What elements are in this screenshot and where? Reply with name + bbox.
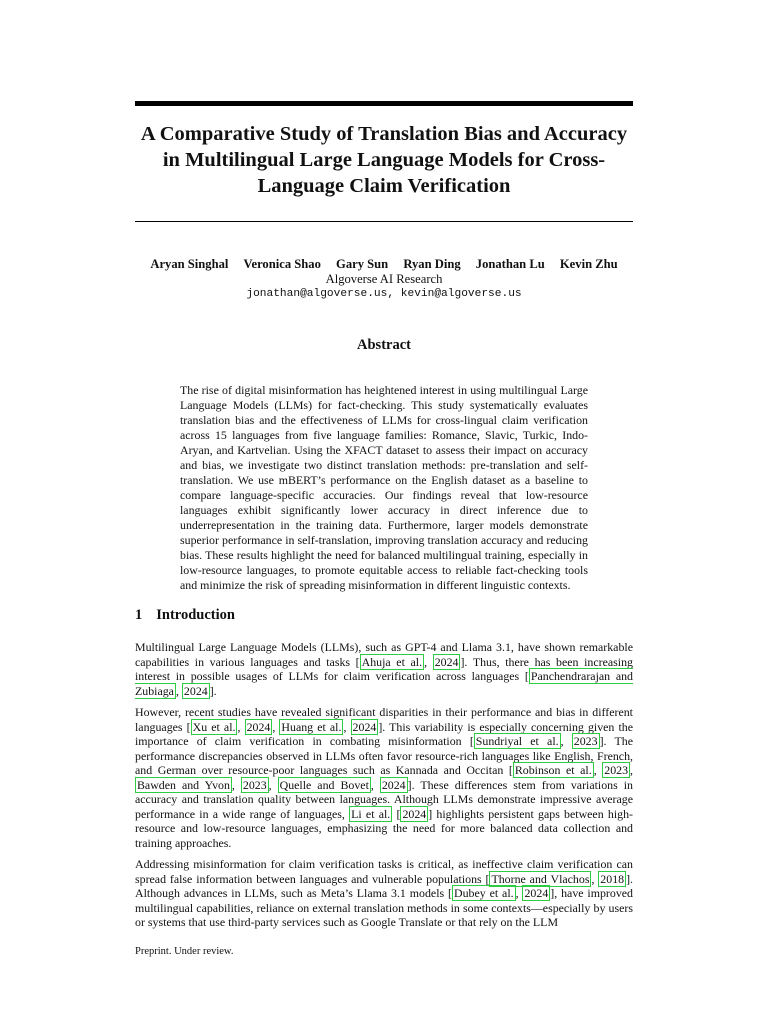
paragraph	[135, 857, 633, 930]
author: Jonathan Lu	[475, 257, 545, 271]
text-run: ]. These differences stem from variations in accuracy and translation quality between languages. Although LLMs demonstrate impressive average performance in a wide range of languages,	[135, 777, 633, 821]
text-run: ,	[370, 777, 380, 792]
citation-link[interactable]: 2024	[183, 683, 208, 698]
text-run: [	[392, 806, 401, 821]
preprint-footer: Preprint. Under review.	[135, 946, 234, 957]
citation-link[interactable]: Xu et al.	[192, 719, 236, 734]
text-run: ].	[209, 683, 217, 698]
text-run: ,	[593, 763, 603, 777]
citation-link[interactable]: 2023	[242, 777, 267, 792]
text-run: ,	[515, 886, 523, 900]
text-run: ,	[175, 683, 182, 698]
author: Gary Sun	[336, 257, 389, 271]
abstract-text: The rise of digital misinformation has heightened interest in using multilingual Large Language Models (LLMs) for fact-checking. This study systematically evaluates translation bias and the effectiveness of LLMs for cross-lingual claim verification across 15 languages from five language families: Romance, Slavic, Turkic, Indo-Aryan, and Kartvelian. Using the XFACT dataset to assess their impact on accuracy and bias, we investigate two distinct translation methods: pre-translation and self-translation. We use mBERT’s performance on the English dataset as a baseline to compare language-specific accuracies. Our findings reveal that low-resource languages exhibit significantly lower accuracy in direct inference due to underrepresentation in the training data. Furthermore, larger models demonstrate superior performance in self-translation, improving translation accuracy and reducing bias. These results highlight the need for balanced multilingual training, especially in low-resource languages, to promote equitable access to reliable fact-checking tools and minimize the risk of spreading misinformation in different linguistic contexts.	[180, 383, 588, 592]
citation-link[interactable]: Ahuja et al.	[361, 654, 423, 669]
text-run: ,	[268, 777, 278, 792]
text-run: ]. Although advances in LLMs, such as Meta’s Llama 3.1 models [	[135, 871, 634, 900]
text-run: ,	[343, 719, 351, 734]
author: Kevin Zhu	[559, 257, 618, 271]
affiliation: Algoverse AI Research	[325, 272, 443, 286]
section-number: 1	[135, 607, 143, 623]
text-run: ], have improved multilingual capabilities, reliance on external translation methods in some contexts—especially by users or systems that use third-party services such as Google Translate or that rely on the LLM	[135, 886, 633, 929]
citation-link[interactable]: Li et al.	[351, 806, 391, 821]
title-bottom-rule	[135, 221, 633, 222]
citation-link[interactable]: 2024	[524, 886, 549, 900]
citation-link[interactable]: 2024	[434, 654, 459, 669]
citation-link[interactable]: Quelle and Bovet	[279, 777, 369, 792]
citation-link[interactable]: Panchendrarajan and Zubiaga	[135, 669, 633, 698]
citation-link[interactable]: Sundriyal et al.	[475, 734, 559, 748]
text-run: ,	[424, 654, 433, 669]
citation-link[interactable]: Thorne and Vlachos	[491, 871, 590, 886]
text-run: ,	[560, 734, 572, 748]
citation-link[interactable]: Huang et al.	[281, 719, 342, 734]
title-top-rule	[135, 101, 633, 106]
citation-link[interactable]: Bawden and Yvon	[137, 777, 230, 792]
citation-link[interactable]: 2024	[352, 719, 377, 734]
body-text	[135, 640, 633, 937]
text-run: ]. Thus, there has been increasing interest in possible usages of LLMs for claim verification across languages [	[135, 654, 633, 683]
author: Aryan Singhal	[150, 257, 229, 271]
text-run: ]. The performance discrepancies observed in LLMs often favor resource-rich languages like English, French, and German over resource-poor languages such as Kannada and Occitan [	[135, 734, 633, 777]
citation-link[interactable]: Dubey et al.	[453, 886, 514, 900]
text-run: Multilingual Large Language Models (LLMs), such as GPT-4 and Llama 3.1, have shown remarkable capabilities in various languages and tasks [	[135, 640, 633, 669]
text-run: ]. This variability is especially concerning given the importance of claim verification in combating misinformation [	[135, 719, 633, 748]
text-run: Addressing misinformation for claim verification tasks is critical, as ineffective claim verification can spread false information between languages and vulnerable populations [	[135, 857, 633, 886]
section-heading	[135, 607, 235, 624]
author: Ryan Ding	[403, 257, 461, 271]
author-list	[135, 257, 633, 272]
text-run: However, recent studies have revealed significant disparities in their performance and bias in different languages [	[135, 705, 633, 734]
citation-link[interactable]: 2023	[573, 734, 598, 748]
citation-link[interactable]: Robinson et al.	[514, 763, 592, 777]
paragraph	[135, 705, 633, 850]
citation-link[interactable]: 2023	[604, 763, 629, 777]
text-run: ,	[272, 719, 280, 734]
author: Veronica Shao	[243, 257, 321, 271]
citation-link[interactable]: 2024	[246, 719, 271, 734]
paragraph	[135, 640, 633, 698]
abstract-heading: Abstract	[357, 337, 411, 353]
text-run: ,	[591, 871, 599, 886]
section-title: Introduction	[156, 607, 235, 623]
paper-title: A Comparative Study of Translation Bias and Accuracy in Multilingual Large Language Models for Cross-Language Claim Verification	[140, 123, 628, 197]
author-emails: jonathan@algoverse.us, kevin@algoverse.us	[246, 288, 522, 300]
text-run: ,	[237, 719, 245, 734]
citation-link[interactable]: 2024	[381, 777, 406, 792]
text-run: ,	[630, 763, 634, 777]
citation-link[interactable]: 2018	[600, 871, 625, 886]
text-run: ] highlights persistent gaps between high-resource and low-resource languages, emphasizing the need for more balanced data collection and training approaches.	[135, 806, 633, 850]
text-run: ,	[231, 777, 241, 792]
citation-link[interactable]: 2024	[402, 806, 427, 821]
